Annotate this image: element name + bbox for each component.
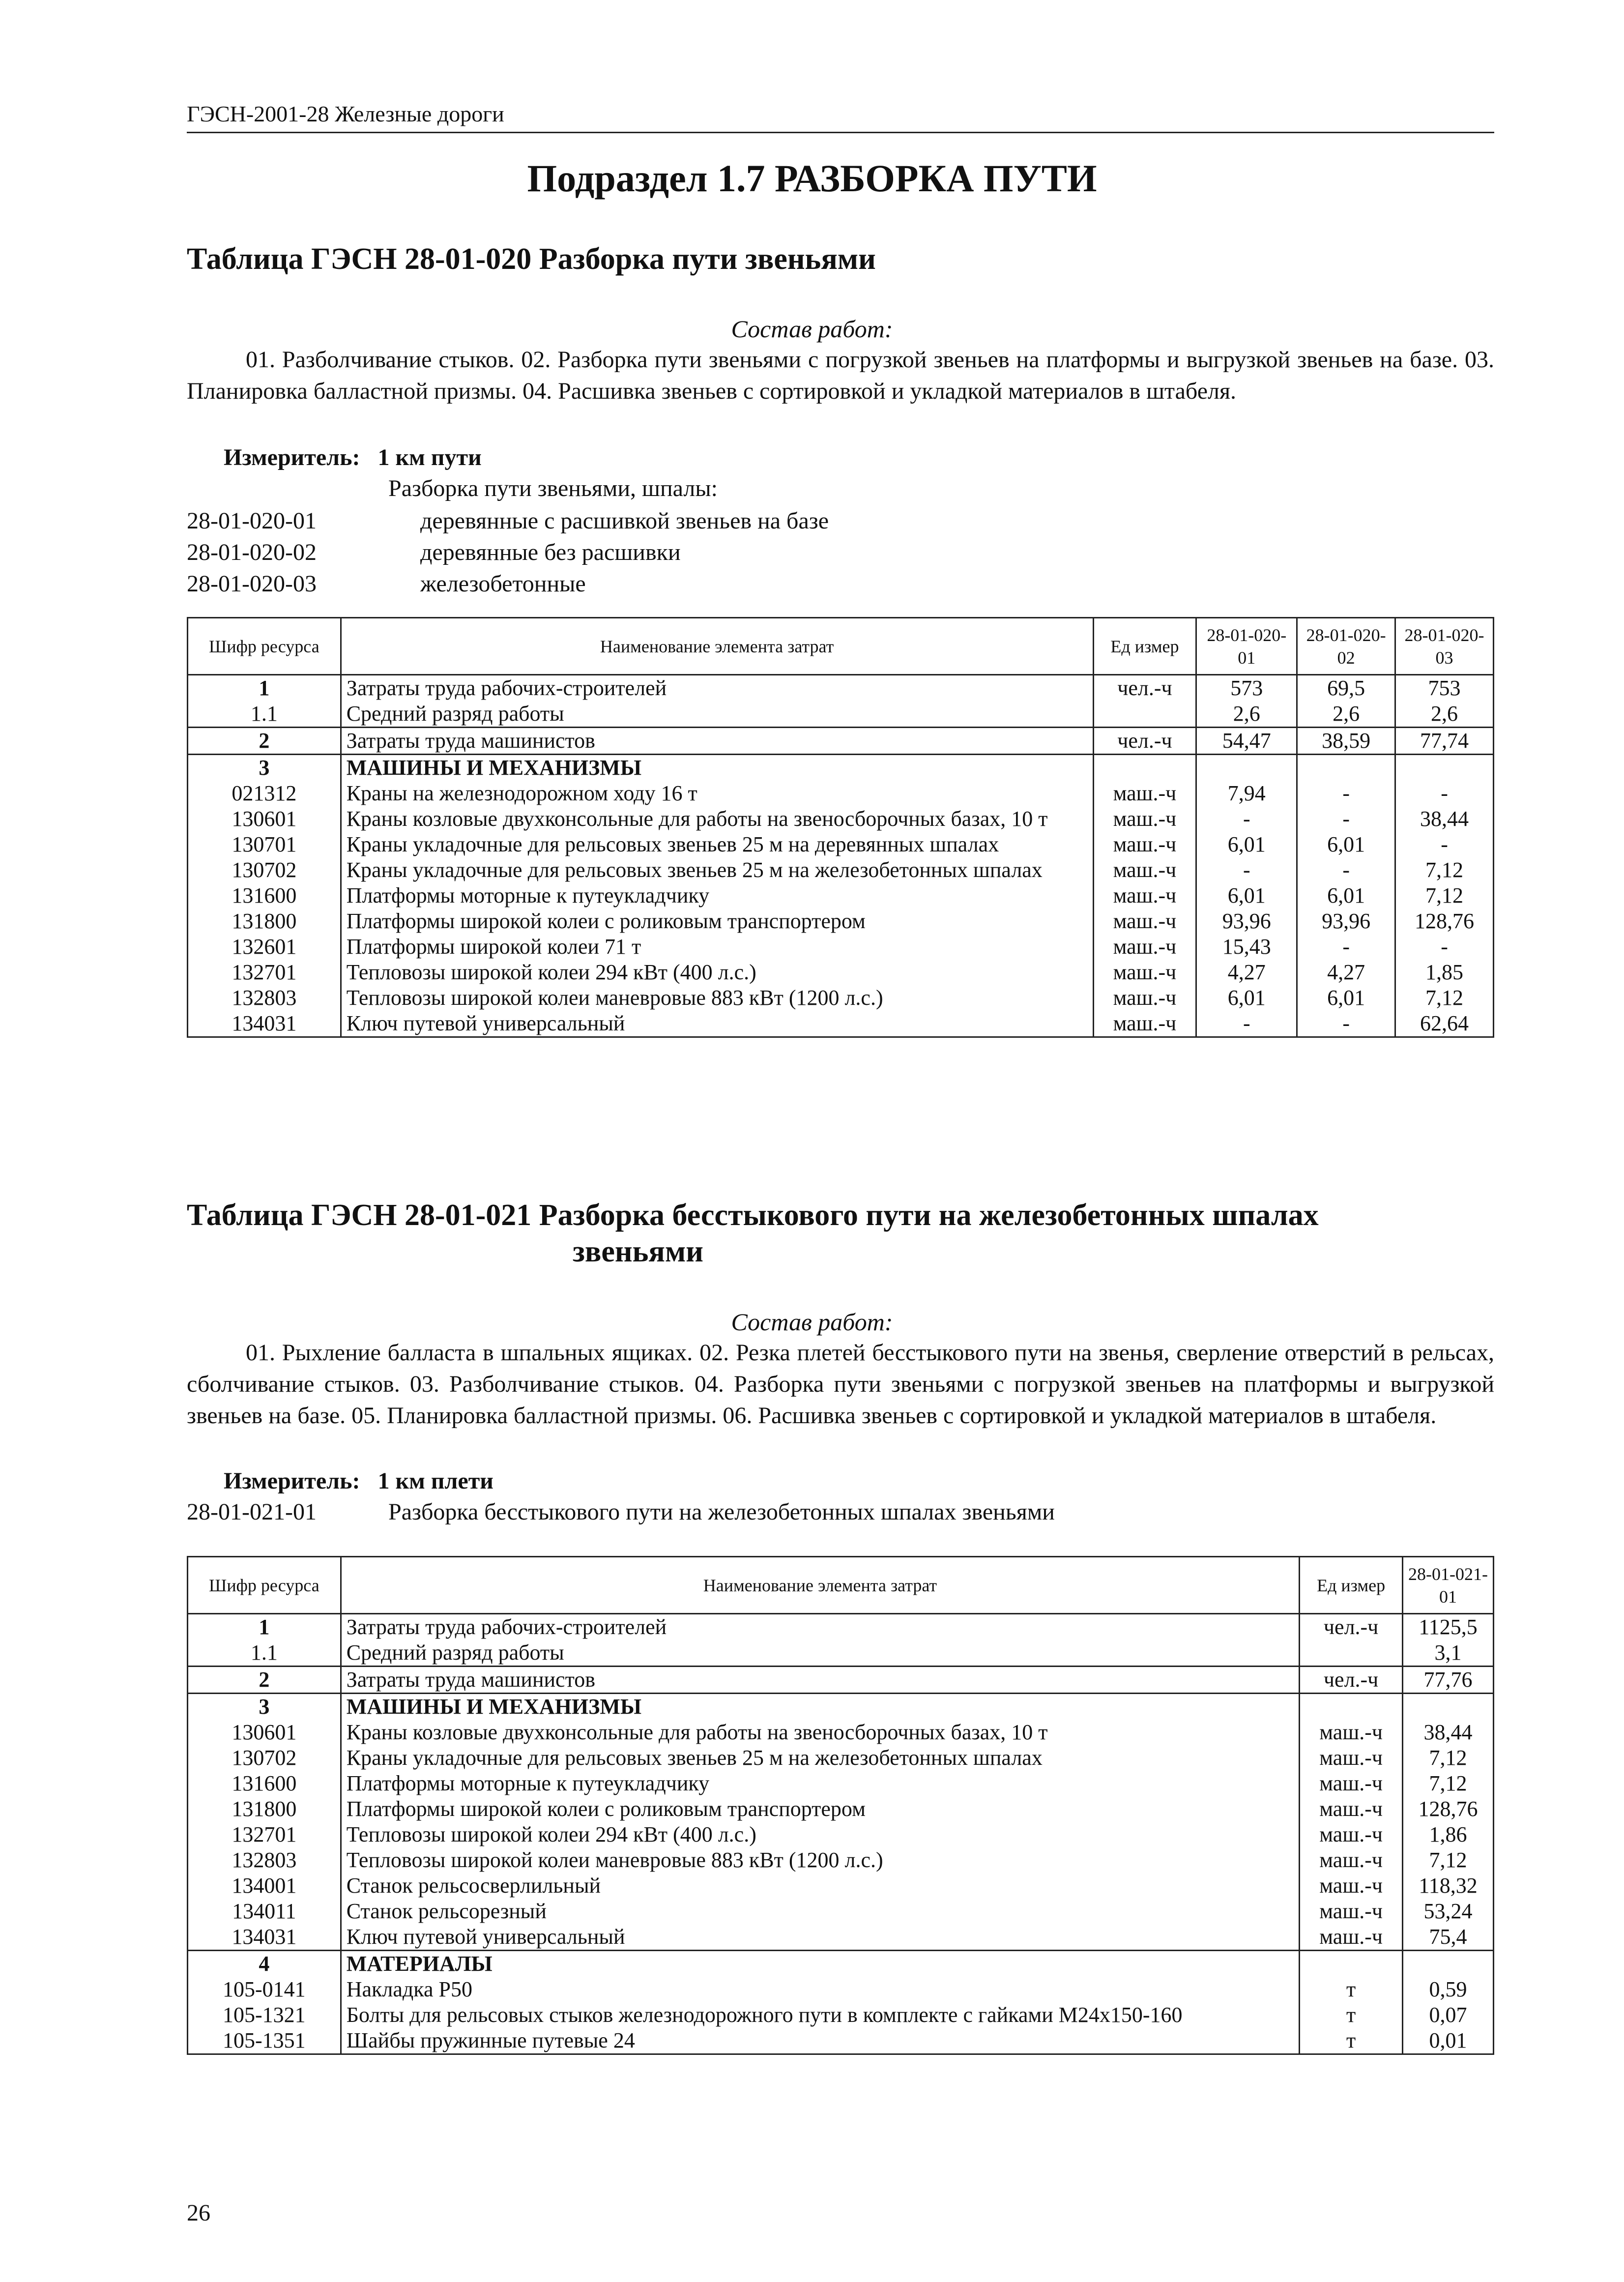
cell-value: 118,32 (1403, 1873, 1494, 1899)
col-header-unit: Ед измер (1300, 1557, 1403, 1614)
cell-name: Затраты труда рабочих-строителей (341, 675, 1093, 702)
cell-code: 130701 (188, 832, 341, 857)
header-rule (187, 132, 1494, 133)
cell-value: 53,24 (1403, 1899, 1494, 1924)
cell-value: 1,85 (1395, 960, 1494, 985)
cell-name: Платформы широкой колеи с роликовым транспортером (341, 1796, 1299, 1822)
norm-code: 28-01-020-01 (187, 508, 317, 534)
cell-code: 131600 (188, 883, 341, 908)
cell-code: 131800 (188, 1796, 341, 1822)
cell-code: 130702 (188, 1745, 341, 1771)
cell-name: Краны козловые двухконсольные для работы на звеносборочных базах, 10 т (341, 806, 1093, 832)
table1-composition-text: 01. Разболчивание стыков. 02. Разборка пути звеньями с погрузкой звеньев на платформы и выгрузкой звеньев на базе. 03. Планировка балластной призмы. 04. Расшивка звеньев с сортировкой и укладкой материалов в штабеля. (187, 347, 1494, 404)
cell-unit: маш.-ч (1300, 1924, 1403, 1951)
norm-description: деревянные без расшивки (420, 539, 681, 565)
group-caption: Разборка пути звеньями, шпалы: (388, 475, 718, 501)
cell-value: 77,74 (1395, 728, 1494, 755)
cell-name: Станок рельсорезный (341, 1899, 1299, 1924)
cell-value (1403, 1694, 1494, 1720)
cell-name: Болты для рельсовых стыков железнодорожного пути в комплекте с гайками М24х150-160 (341, 2002, 1299, 2028)
cell-unit (1093, 755, 1196, 781)
cell-code: 132701 (188, 1822, 341, 1847)
cell-unit: т (1300, 2002, 1403, 2028)
cell-unit: маш.-ч (1300, 1822, 1403, 1847)
cell-value: 7,12 (1403, 1847, 1494, 1873)
cell-value: - (1297, 806, 1395, 832)
cell-value: 4,27 (1297, 960, 1395, 985)
cell-unit (1300, 1951, 1403, 1977)
cell-value: - (1196, 857, 1297, 883)
col-header-c3-text: 28-01-020-03 (1404, 625, 1484, 668)
table-row (188, 781, 1494, 806)
table-row (188, 960, 1494, 985)
cell-name: Краны укладочные для рельсовых звеньев 25 м на деревянных шпалах (341, 832, 1093, 857)
cell-value: - (1196, 1011, 1297, 1037)
table-row (188, 1640, 1494, 1667)
cell-value: 38,44 (1403, 1720, 1494, 1745)
cell-value: 54,47 (1196, 728, 1297, 755)
cell-code: 131600 (188, 1771, 341, 1796)
cell-value: 1125,5 (1403, 1614, 1494, 1640)
norm-description: железобетонные (420, 571, 586, 597)
code-line (0, 570, 1624, 602)
cell-value: 38,44 (1395, 806, 1494, 832)
code-line (0, 539, 1624, 570)
table-row (188, 1977, 1494, 2002)
table-row (188, 675, 1494, 702)
table-row (188, 1667, 1494, 1694)
cell-code: 2 (188, 728, 341, 755)
cell-unit: т (1300, 2028, 1403, 2054)
cell-code: 134011 (188, 1899, 341, 1924)
cell-name: Средний разряд работы (341, 701, 1093, 728)
cell-unit: маш.-ч (1093, 960, 1196, 985)
cell-value: 7,12 (1395, 985, 1494, 1011)
cell-code: 3 (188, 755, 341, 781)
cell-code: 130601 (188, 1720, 341, 1745)
table-row (188, 832, 1494, 857)
cell-code: 131800 (188, 908, 341, 934)
cell-name: Ключ путевой универсальный (341, 1011, 1093, 1037)
cell-value: - (1395, 934, 1494, 960)
col-header-c1-text: 28-01-020-01 (1207, 625, 1287, 668)
table1-title: Таблица ГЭСН 28-01-020 Разборка пути звеньями (187, 242, 876, 276)
table1 (187, 617, 1494, 1038)
col-header-code: Шифр ресурса (188, 1557, 341, 1614)
running-header: ГЭСН-2001-28 Железные дороги (187, 101, 504, 126)
table-row (188, 883, 1494, 908)
cell-unit: чел.-ч (1300, 1667, 1403, 1694)
cell-name: МАТЕРИАЛЫ (341, 1951, 1299, 1977)
table-row (188, 1745, 1494, 1771)
cell-unit (1093, 701, 1196, 728)
cell-unit: маш.-ч (1093, 934, 1196, 960)
cell-name: Краны на железнодорожном ходу 16 т (341, 781, 1093, 806)
cell-value (1395, 755, 1494, 781)
cell-name: Платформы широкой колеи 71 т (341, 934, 1093, 960)
cell-code: 130702 (188, 857, 341, 883)
cell-value: 93,96 (1297, 908, 1395, 934)
measure-value: 1 км пути (377, 444, 482, 470)
cell-name: Платформы широкой колеи с роликовым транспортером (341, 908, 1093, 934)
table1-composition-label: Состав работ: (731, 315, 893, 343)
cell-name: МАШИНЫ И МЕХАНИЗМЫ (341, 1694, 1299, 1720)
cell-unit (1300, 1694, 1403, 1720)
cell-code: 4 (188, 1951, 341, 1977)
cell-name: Платформы моторные к путеукладчику (341, 883, 1093, 908)
cell-value: 2,6 (1297, 701, 1395, 728)
table-row (188, 908, 1494, 934)
cell-unit: маш.-ч (1093, 857, 1196, 883)
cell-name: Шайбы пружинные путевые 24 (341, 2028, 1299, 2054)
cell-code: 132601 (188, 934, 341, 960)
cell-unit: маш.-ч (1093, 806, 1196, 832)
cell-value: 93,96 (1196, 908, 1297, 934)
cell-unit: маш.-ч (1093, 832, 1196, 857)
cell-value: 128,76 (1403, 1796, 1494, 1822)
page-number: 26 (187, 2200, 210, 2226)
cell-unit: маш.-ч (1093, 1011, 1196, 1037)
cell-name: МАШИНЫ И МЕХАНИЗМЫ (341, 755, 1093, 781)
cell-value: 7,12 (1403, 1771, 1494, 1796)
cell-unit: маш.-ч (1300, 1899, 1403, 1924)
cell-code: 132701 (188, 960, 341, 985)
cell-code: 105-1351 (188, 2028, 341, 2054)
cell-code: 1 (188, 675, 341, 702)
cell-code: 105-1321 (188, 2002, 341, 2028)
cell-value: 0,07 (1403, 2002, 1494, 2028)
cell-code: 132803 (188, 1847, 341, 1873)
cell-unit: маш.-ч (1300, 1745, 1403, 1771)
cell-value: 7,12 (1395, 857, 1494, 883)
table-row (188, 1924, 1494, 1951)
cell-value: 6,01 (1297, 985, 1395, 1011)
table-row (188, 2028, 1494, 2054)
table1-measure (224, 444, 482, 471)
cell-value: 6,01 (1196, 832, 1297, 857)
col-header-c1-text: 28-01-021-01 (1408, 1564, 1488, 1607)
cell-unit: чел.-ч (1093, 675, 1196, 702)
cell-unit: маш.-ч (1093, 908, 1196, 934)
cell-value: 4,27 (1196, 960, 1297, 985)
cell-value: 7,12 (1395, 883, 1494, 908)
col-header-c2-text: 28-01-020-02 (1306, 625, 1386, 668)
norm-code: 28-01-020-02 (187, 539, 317, 565)
cell-name: Станок рельсосверлильный (341, 1873, 1299, 1899)
cell-code: 134031 (188, 1924, 341, 1951)
cell-value: 62,64 (1395, 1011, 1494, 1037)
table2-measure (224, 1467, 493, 1494)
norm-description: деревянные с расшивкой звеньев на базе (420, 508, 829, 534)
table-row (188, 1694, 1494, 1720)
cell-value: 0,59 (1403, 1977, 1494, 2002)
measure-label: Измеритель: (224, 1468, 360, 1494)
cell-name: Тепловозы широкой колеи маневровые 883 кВт (1200 л.с.) (341, 985, 1093, 1011)
cell-value: 753 (1395, 675, 1494, 702)
cell-unit: маш.-ч (1093, 883, 1196, 908)
cell-value: 38,59 (1297, 728, 1395, 755)
table-row (188, 934, 1494, 960)
cell-value: 128,76 (1395, 908, 1494, 934)
cell-value: - (1297, 857, 1395, 883)
cell-value: 6,01 (1297, 832, 1395, 857)
table2-code-list (0, 1498, 1624, 1530)
norm-code: 28-01-020-03 (187, 571, 317, 597)
table-row (188, 1873, 1494, 1899)
cell-name: Платформы моторные к путеукладчику (341, 1771, 1299, 1796)
cell-value: 15,43 (1196, 934, 1297, 960)
table-row (188, 1614, 1494, 1640)
cell-unit (1300, 1640, 1403, 1667)
cell-code: 134031 (188, 1011, 341, 1037)
cell-unit: маш.-ч (1300, 1720, 1403, 1745)
cell-value: 3,1 (1403, 1640, 1494, 1667)
cell-name: Краны укладочные для рельсовых звеньев 25 м на железобетонных шпалах (341, 1745, 1299, 1771)
table2-title-line2: звеньями (573, 1235, 703, 1268)
cell-code: 1 (188, 1614, 341, 1640)
measure-label: Измеритель: (224, 444, 360, 470)
table-row (188, 728, 1494, 755)
cell-code: 130601 (188, 806, 341, 832)
cell-code: 134001 (188, 1873, 341, 1899)
cell-code: 105-0141 (188, 1977, 341, 2002)
table-row (188, 2002, 1494, 2028)
table2-title (187, 1197, 1494, 1270)
table-row (188, 1899, 1494, 1924)
cell-value: 75,4 (1403, 1924, 1494, 1951)
cell-name: Тепловозы широкой колеи маневровые 883 кВт (1200 л.с.) (341, 1847, 1299, 1873)
cell-unit: маш.-ч (1300, 1771, 1403, 1796)
cell-value: 2,6 (1395, 701, 1494, 728)
table1-code-list (0, 507, 1624, 602)
cell-name: Затраты труда машинистов (341, 728, 1093, 755)
code-line (0, 507, 1624, 539)
cell-value: 7,94 (1196, 781, 1297, 806)
cell-unit: чел.-ч (1093, 728, 1196, 755)
cell-code: 1.1 (188, 701, 341, 728)
cell-name: Тепловозы широкой колеи 294 кВт (400 л.с.) (341, 1822, 1299, 1847)
cell-name: Затраты труда рабочих-строителей (341, 1614, 1299, 1640)
cell-code: 132803 (188, 985, 341, 1011)
col-header-unit: Ед измер (1093, 618, 1196, 675)
table-row (188, 755, 1494, 781)
cell-value: 69,5 (1297, 675, 1395, 702)
table2-composition-label: Состав работ: (731, 1308, 893, 1336)
cell-value: - (1395, 832, 1494, 857)
cell-value: - (1196, 806, 1297, 832)
table1-group-caption-line (0, 475, 1624, 504)
cell-name: Краны козловые двухконсольные для работы на звеносборочных базах, 10 т (341, 1720, 1299, 1745)
table2 (187, 1556, 1494, 2055)
cell-value: 77,76 (1403, 1667, 1494, 1694)
cell-value: 6,01 (1196, 985, 1297, 1011)
cell-value: - (1297, 781, 1395, 806)
table-row (188, 985, 1494, 1011)
col-header-c1 (1196, 618, 1297, 675)
cell-value (1196, 755, 1297, 781)
cell-value: - (1297, 1011, 1395, 1037)
table-row (188, 1011, 1494, 1037)
col-header-name: Наименование элемента затрат (341, 1557, 1299, 1614)
table-row (188, 1822, 1494, 1847)
subsection-title: Подраздел 1.7 РАЗБОРКА ПУТИ (527, 157, 1097, 200)
table-row (188, 1720, 1494, 1745)
cell-name: Краны укладочные для рельсовых звеньев 25 м на железобетонных шпалах (341, 857, 1093, 883)
table-row (188, 701, 1494, 728)
table-row (188, 1796, 1494, 1822)
cell-unit: чел.-ч (1300, 1614, 1403, 1640)
cell-unit: маш.-ч (1300, 1873, 1403, 1899)
code-line (0, 1498, 1624, 1530)
col-header-code: Шифр ресурса (188, 618, 341, 675)
cell-value: 7,12 (1403, 1745, 1494, 1771)
cell-value: 1,86 (1403, 1822, 1494, 1847)
col-header-name: Наименование элемента затрат (341, 618, 1093, 675)
cell-unit: т (1300, 1977, 1403, 2002)
cell-value: 573 (1196, 675, 1297, 702)
cell-value: 0,01 (1403, 2028, 1494, 2054)
norm-description: Разборка бесстыкового пути на железобетонных шпалах звеньями (388, 1499, 1055, 1525)
cell-unit: маш.-ч (1300, 1847, 1403, 1873)
cell-value: 6,01 (1297, 883, 1395, 908)
col-header-c2 (1297, 618, 1395, 675)
cell-unit: маш.-ч (1093, 781, 1196, 806)
cell-value: - (1395, 781, 1494, 806)
cell-unit: маш.-ч (1300, 1796, 1403, 1822)
table2-composition-text: 01. Рыхление балласта в шпальных ящиках. 02. Резка плетей бесстыкового пути на звенья, сверление отверстий в рельсах, сболчивание стыков. 03. Разболчивание стыков. 04. Разборка пути звеньями с погрузкой звеньев на платформы и выгрузкой звеньев на базе. 05. Планировка балластной призмы. 06. Расшивка звеньев с сортировкой и укладкой материалов в штабеля. (187, 1340, 1494, 1429)
cell-value: 6,01 (1196, 883, 1297, 908)
cell-unit: маш.-ч (1093, 985, 1196, 1011)
table-row (188, 1771, 1494, 1796)
table-row (188, 857, 1494, 883)
cell-code: 3 (188, 1694, 341, 1720)
table-row (188, 1847, 1494, 1873)
cell-value (1297, 755, 1395, 781)
cell-name: Тепловозы широкой колеи 294 кВт (400 л.с.) (341, 960, 1093, 985)
table-row (188, 806, 1494, 832)
cell-value (1403, 1951, 1494, 1977)
cell-value: - (1297, 934, 1395, 960)
cell-name: Средний разряд работы (341, 1640, 1299, 1667)
cell-code: 1.1 (188, 1640, 341, 1667)
table-row (188, 1951, 1494, 1977)
cell-name: Ключ путевой универсальный (341, 1924, 1299, 1951)
norm-code: 28-01-021-01 (187, 1499, 317, 1525)
table2-title-line1: Таблица ГЭСН 28-01-021 Разборка бесстыкового пути на железобетонных шпалах (187, 1199, 1319, 1232)
col-header-c3 (1395, 618, 1494, 675)
cell-code: 2 (188, 1667, 341, 1694)
cell-code: 021312 (188, 781, 341, 806)
col-header-c1 (1403, 1557, 1494, 1614)
measure-value: 1 км плети (377, 1468, 493, 1494)
cell-name: Накладка Р50 (341, 1977, 1299, 2002)
cell-value: 2,6 (1196, 701, 1297, 728)
cell-name: Затраты труда машинистов (341, 1667, 1299, 1694)
